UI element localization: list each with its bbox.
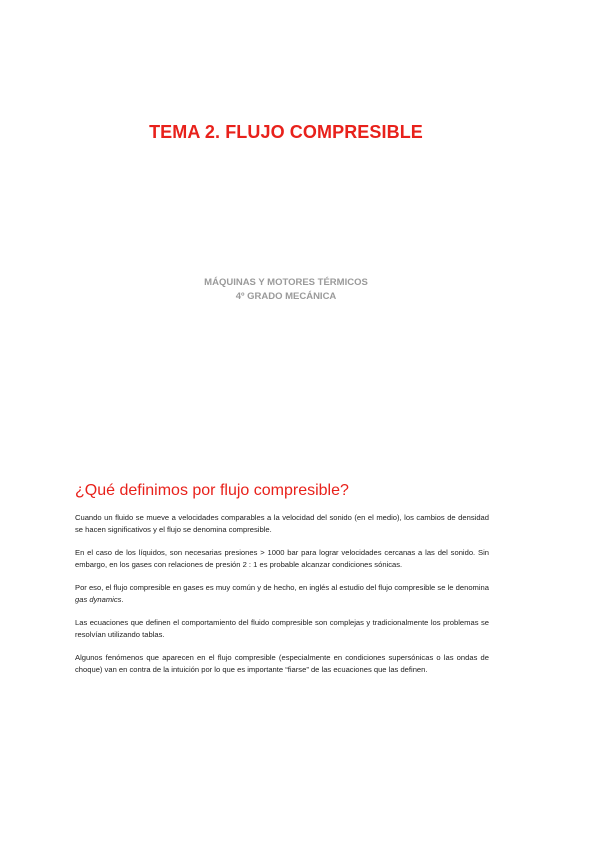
- paragraph-3-end: .: [121, 595, 124, 604]
- section-heading: ¿Qué definimos por flujo compresible?: [75, 482, 349, 499]
- body-text: [75, 512, 489, 687]
- paragraph-3-emphasis: gas dynamics: [75, 595, 122, 604]
- paragraph-1: Cuando un fluido se mueve a velocidades comparables a la velocidad del sonido (en el medio), los cambios de densidad se hacen significativos y el flujo se denomina compresible.: [75, 513, 489, 534]
- document-title: TEMA 2. FLUJO COMPRESIBLE: [149, 122, 423, 142]
- paragraph-3-text: Por eso, el flujo compresible en gases es muy común y de hecho, en inglés al estudio del flujo compresible se le denomina: [75, 583, 489, 592]
- paragraph-3: [75, 582, 489, 606]
- paragraph-5: Algunos fenómenos que aparecen en el flujo compresible (especialmente en condiciones supersónicas o las ondas de choque) van en contra de la intuición por lo que es importante “fiarse” de las ecuaciones que las definen.: [75, 653, 489, 674]
- paragraph-4: Las ecuaciones que definen el comportamiento del fluido compresible son complejas y tradicionalmente los problemas se resolvían utilizando tablas.: [75, 618, 489, 639]
- course-level: 4º GRADO MECÁNICA: [235, 291, 337, 302]
- course-name: MÁQUINAS Y MOTORES TÉRMICOS: [204, 277, 368, 288]
- subtitle-block: [0, 276, 572, 304]
- paragraph-2: En el caso de los líquidos, son necesarias presiones > 1000 bar para lograr velocidades cercanas a las del sonido. Sin embargo, en los gases con relaciones de presión 2 : 1 es probable alcanzar condiciones sónicas.: [75, 548, 489, 569]
